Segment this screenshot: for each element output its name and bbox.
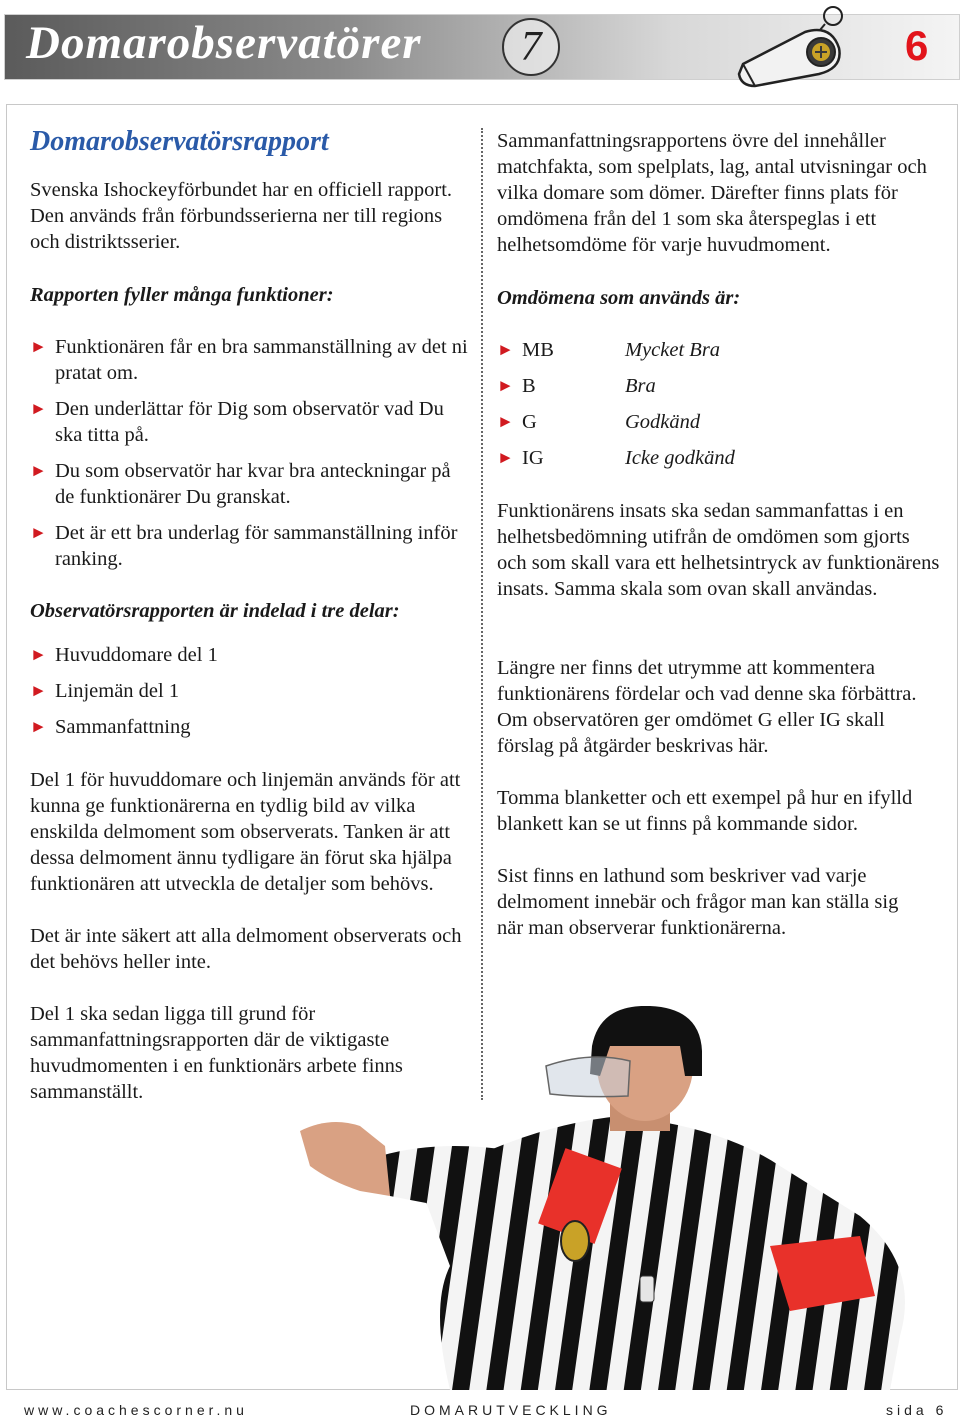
column-divider xyxy=(481,128,483,1100)
footer-section: DOMARUTVECKLING xyxy=(410,1402,612,1418)
page-header xyxy=(0,0,960,82)
chapter-number: 7 xyxy=(520,24,542,70)
function-item xyxy=(30,520,475,572)
grade-code: G xyxy=(522,411,537,433)
referee-photo xyxy=(300,1006,940,1390)
part-item xyxy=(30,678,475,704)
arrow-bullet-icon: ► xyxy=(497,340,514,359)
arrow-bullet-icon: ► xyxy=(30,461,47,480)
whistle-icon xyxy=(735,2,855,92)
function-item xyxy=(30,458,475,510)
grade-item xyxy=(497,409,937,435)
part-text: Huvuddomare del 1 xyxy=(55,644,218,666)
not-all-paragraph: Det är inte säkert att alla delmoment observerats och det behövs heller inte. xyxy=(30,925,462,973)
functions-heading: Rapporten fyller många funktioner: xyxy=(30,284,334,306)
page-footer xyxy=(0,1390,960,1418)
function-text: Funktionären får en bra sammanställning av det ni pratat om. xyxy=(55,336,468,384)
footer-page: sida 6 xyxy=(886,1402,948,1418)
grade-item xyxy=(497,373,937,399)
part-text: Linjemän del 1 xyxy=(55,680,180,702)
section-heading: Domarobservatörsrapport xyxy=(30,126,329,157)
function-text: Det är ett bra underlag för sammanställning inför ranking. xyxy=(55,522,458,570)
intro-paragraph: Svenska Ishockeyförbundet har en officiell rapport. Den används från förbundsserierna ner till regions och distriktsserier. xyxy=(30,179,453,253)
basis-paragraph: Del 1 ska sedan ligga till grund för sammanfattningsrapporten där de viktigaste huvudmomenten i en funktionärs arbete finns sammanställt. xyxy=(30,1003,403,1103)
function-item xyxy=(30,396,475,448)
grade-label: Icke godkänd xyxy=(625,447,735,469)
chapter-badge xyxy=(502,18,560,76)
part-item xyxy=(30,642,475,668)
arrow-bullet-icon: ► xyxy=(30,681,47,700)
header-page-number: 6 xyxy=(905,22,929,69)
arrow-bullet-icon: ► xyxy=(497,376,514,395)
summary-intro-paragraph: Sammanfattningsrapportens övre del innehåller matchfakta, som spelplats, lag, antal utvisningar och vilka domare som dömer. Därefter finns plats för omdömena från del 1 som ska återspeglas i ett helhetsomdöme för varje huvudmoment. xyxy=(497,130,927,256)
function-text: Den underlättar för Dig som observatör vad Du ska titta på. xyxy=(55,398,444,446)
blank-forms-paragraph: Tomma blanketter och ett exempel på hur en ifylld blankett kan se ut finns på kommande sidor. xyxy=(497,787,913,835)
grade-label: Bra xyxy=(625,375,656,397)
grade-label: Godkänd xyxy=(625,411,701,433)
part-text: Sammanfattning xyxy=(55,716,191,738)
grade-item xyxy=(497,445,937,471)
function-item xyxy=(30,334,475,386)
chapter-title: Domarobservatörer xyxy=(26,17,422,69)
comment-paragraph: Längre ner finns det utrymme att kommentera funktionärens fördelar och vad denne ska förbättra. Om observatören ger omdömet G eller IG skall förslag på åtgärder beskrivas här. xyxy=(497,657,917,757)
function-text: Du som observatör har kvar bra anteckningar på de funktionärer Du granskat. xyxy=(55,460,451,508)
part-item xyxy=(30,714,475,740)
grades-heading: Omdömena som används är: xyxy=(497,287,741,309)
arrow-bullet-icon: ► xyxy=(30,645,47,664)
grade-item xyxy=(497,337,937,363)
arrow-bullet-icon: ► xyxy=(497,448,514,467)
footer-website: www.coachescorner.nu xyxy=(24,1402,248,1418)
grade-code: IG xyxy=(522,447,544,469)
grade-code: B xyxy=(522,375,536,397)
grade-label: Mycket Bra xyxy=(625,339,721,361)
arrow-bullet-icon: ► xyxy=(30,337,47,356)
del1-paragraph: Del 1 för huvuddomare och linjemän används för att kunna ge funktionärerna en tydlig bild av vilka enskilda delmoment som observerats. Tanken är att dessa delmoment ännu tydligare än förut ska hjälpa funktionären att utveckla de detaljer som behövs. xyxy=(30,769,461,895)
overall-paragraph: Funktionärens insats ska sedan sammanfattas i en helhetsbedömning utifrån de omdömen som gjorts och som skall vara ett helhetsintryck av funktionärens insats. Samma skala som ovan skall användas. xyxy=(497,500,940,600)
arrow-bullet-icon: ► xyxy=(30,717,47,736)
parts-heading: Observatörsrapporten är indelad i tre delar: xyxy=(30,600,400,622)
grade-code: MB xyxy=(522,339,554,361)
arrow-bullet-icon: ► xyxy=(30,523,47,542)
lathund-paragraph: Sist finns en lathund som beskriver vad varje delmoment innebär och frågor man kan ställa sig när man observerar funktionärerna. xyxy=(497,865,899,939)
arrow-bullet-icon: ► xyxy=(497,412,514,431)
arrow-bullet-icon: ► xyxy=(30,399,47,418)
